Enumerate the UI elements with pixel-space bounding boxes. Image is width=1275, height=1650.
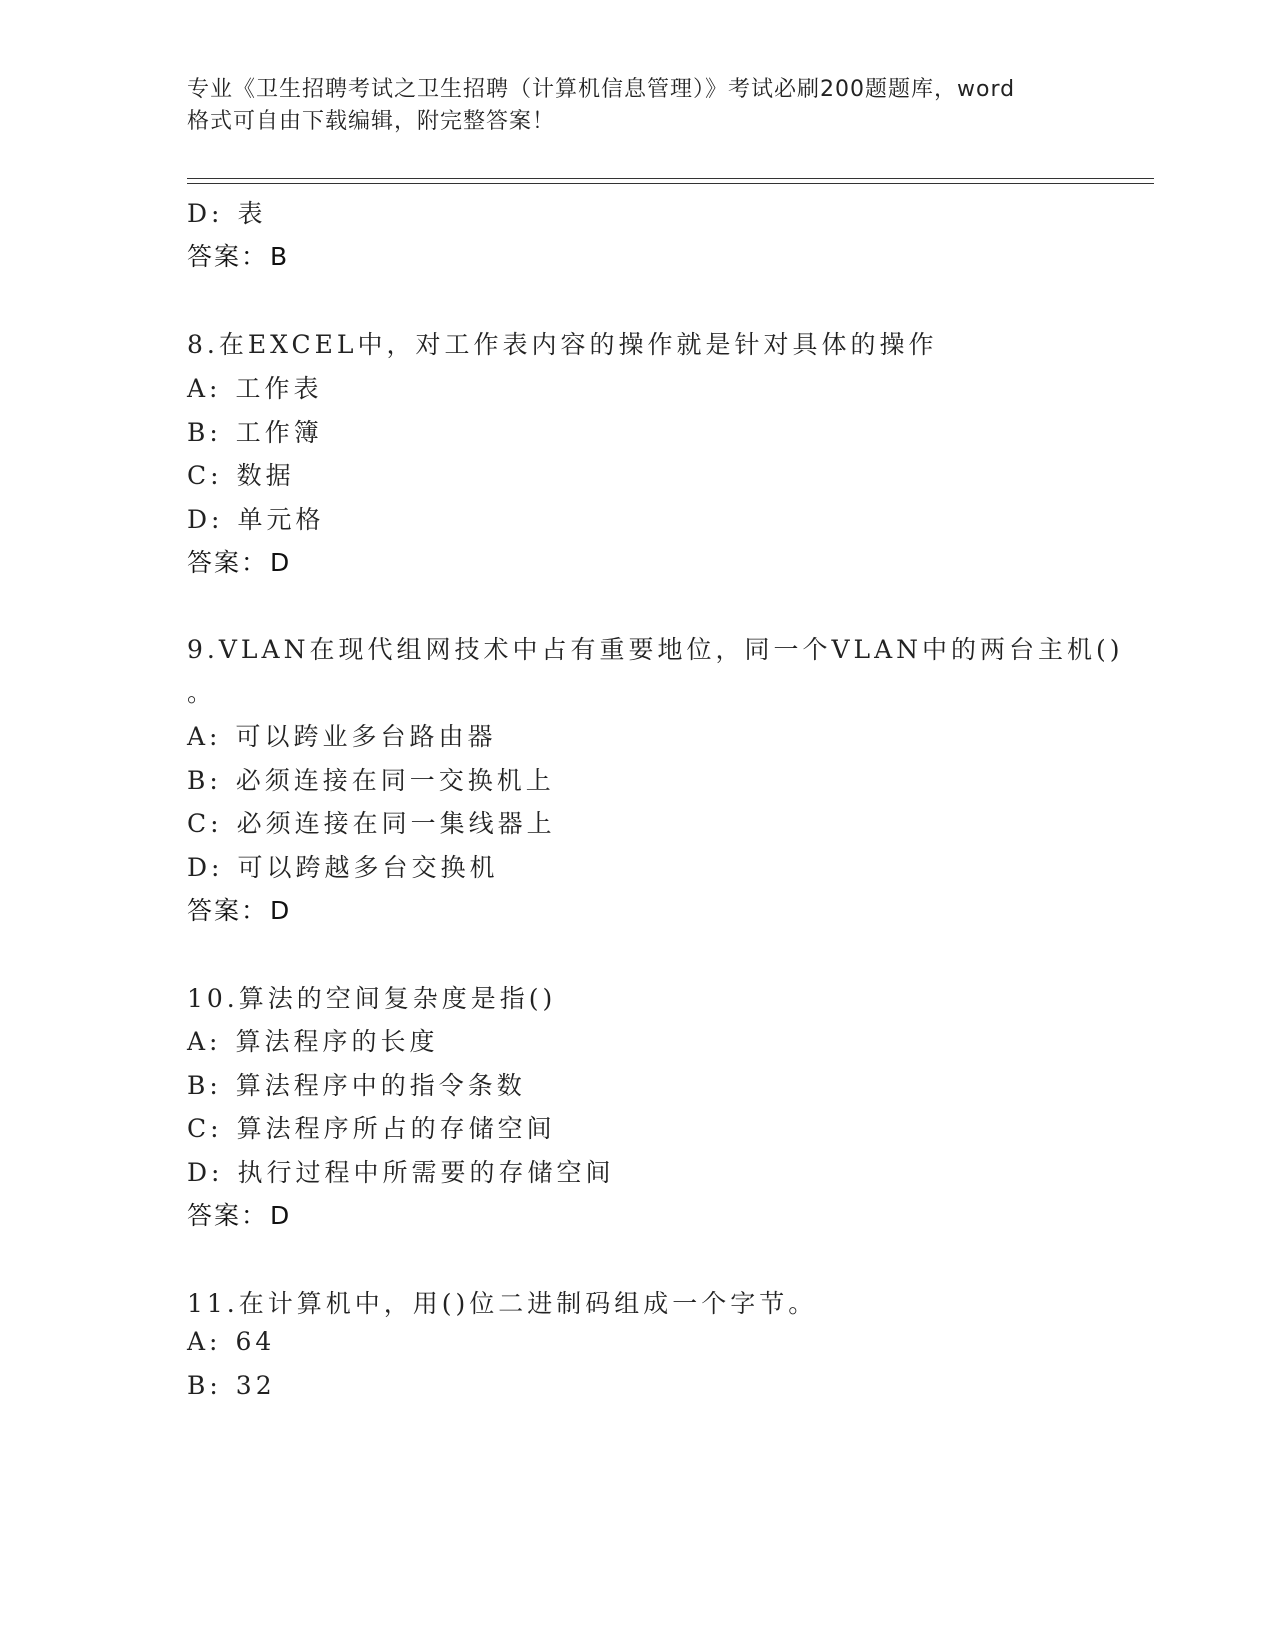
option-text: 单元格 bbox=[237, 505, 325, 534]
option-letter: D: bbox=[187, 853, 224, 882]
option-text: 可以跨业多台路由器 bbox=[235, 722, 497, 751]
option-text: 可以跨越多台交换机 bbox=[237, 853, 499, 882]
q7-option-d bbox=[187, 194, 266, 230]
option-text: 必须连接在同一集线器上 bbox=[236, 809, 556, 838]
answer-value: B bbox=[270, 242, 290, 271]
option-text: 工作簿 bbox=[235, 418, 323, 447]
option-text: 算法程序的长度 bbox=[235, 1027, 439, 1056]
option-text: 数据 bbox=[236, 461, 295, 490]
option-letter: A: bbox=[187, 1327, 222, 1356]
option-letter: C: bbox=[187, 1114, 223, 1143]
q8-option-c bbox=[187, 456, 295, 492]
q10-option-c bbox=[187, 1109, 556, 1145]
answer-label: 答案： bbox=[187, 548, 269, 577]
answer-value: D bbox=[270, 548, 292, 577]
header-line-1: 专业《卫生招聘考试之卫生招聘（计算机信息管理）》考试必刷200题题库，word bbox=[187, 77, 1016, 102]
answer-value: D bbox=[270, 1201, 292, 1230]
option-text: 必须连接在同一交换机上 bbox=[235, 766, 555, 795]
option-letter: C: bbox=[187, 809, 223, 838]
option-letter: A: bbox=[187, 722, 222, 751]
option-letter: B: bbox=[187, 418, 222, 447]
q8-option-a bbox=[187, 369, 323, 405]
option-text: 32 bbox=[235, 1371, 276, 1400]
q10-option-a bbox=[187, 1022, 439, 1058]
q9-question-continuation: 。 bbox=[187, 678, 217, 707]
q9-option-a bbox=[187, 717, 497, 753]
document-header bbox=[187, 74, 1087, 138]
option-letter: B: bbox=[187, 1371, 222, 1400]
q8-answer bbox=[187, 543, 291, 579]
option-text: 表 bbox=[237, 199, 267, 228]
option-letter: B: bbox=[187, 1071, 222, 1100]
q8-option-b bbox=[187, 413, 323, 449]
q8-question: 8.在EXCEL中，对工作表内容的操作就是针对具体的操作 bbox=[187, 330, 938, 359]
option-text: 工作表 bbox=[235, 374, 323, 403]
q7-answer bbox=[187, 237, 289, 273]
option-text: 算法程序所占的存储空间 bbox=[236, 1114, 556, 1143]
q9-option-b bbox=[187, 761, 555, 797]
q9-question: 9.VLAN在现代组网技术中占有重要地位，同一个VLAN中的两台主机() bbox=[187, 635, 1124, 664]
answer-label: 答案： bbox=[187, 242, 269, 271]
header-divider-bottom bbox=[187, 183, 1154, 184]
option-letter: D: bbox=[187, 505, 224, 534]
q10-answer bbox=[187, 1196, 291, 1232]
option-letter: A: bbox=[187, 374, 222, 403]
q10-question: 10.算法的空间复杂度是指() bbox=[187, 984, 557, 1013]
option-text: 执行过程中所需要的存储空间 bbox=[237, 1158, 615, 1187]
option-letter: D: bbox=[187, 199, 224, 228]
option-letter: A: bbox=[187, 1027, 222, 1056]
q11-question: 11.在计算机中，用()位二进制码组成一个字节。 bbox=[187, 1289, 818, 1318]
option-letter: C: bbox=[187, 461, 223, 490]
header-divider-top bbox=[187, 178, 1154, 179]
q11-option-a bbox=[187, 1327, 275, 1356]
option-text: 64 bbox=[235, 1327, 276, 1356]
option-letter: D: bbox=[187, 1158, 224, 1187]
q9-option-d bbox=[187, 848, 498, 884]
q10-option-b bbox=[187, 1066, 526, 1102]
q9-option-c bbox=[187, 804, 556, 840]
q8-option-d bbox=[187, 500, 324, 536]
q10-option-d bbox=[187, 1153, 614, 1189]
option-text: 算法程序中的指令条数 bbox=[235, 1071, 526, 1100]
option-letter: B: bbox=[187, 766, 222, 795]
q11-option-b bbox=[187, 1371, 276, 1400]
answer-label: 答案： bbox=[187, 896, 269, 925]
header-line-2: 格式可自由下载编辑，附完整答案！ bbox=[187, 109, 556, 134]
answer-value: D bbox=[270, 896, 292, 925]
q9-answer bbox=[187, 891, 291, 927]
answer-label: 答案： bbox=[187, 1201, 269, 1230]
